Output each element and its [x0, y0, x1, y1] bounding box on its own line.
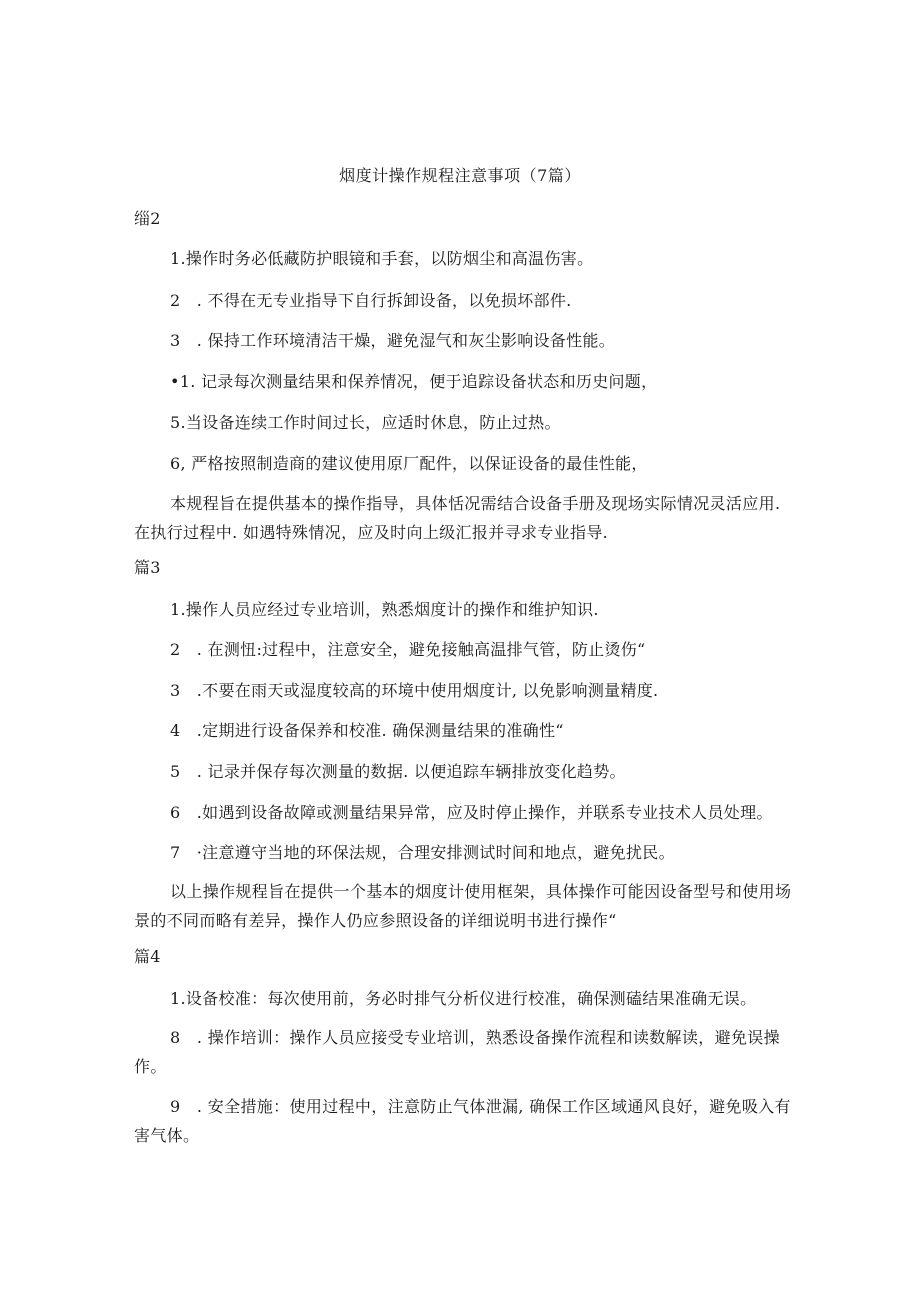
section-heading: 缁2: [134, 209, 161, 228]
list-item: 5 . 记录并保存每次测量的数据. 以便追踪车辆排放变化趋势。: [170, 762, 626, 781]
document-title: 烟度计操作规程注意事项（7篇）: [339, 166, 581, 185]
body-paragraph: 本规程旨在提供基本的操作指导，具体恬况需结合设备手册及现场实际情况灵活应用. 在执行过程中. 如遇特殊情况，应及时向上级汇报并寻求专业指导.: [134, 494, 781, 542]
list-item: 3 .不要在雨天或湿度较高的环境中使用烟度计, 以免影响测量精度.: [170, 681, 659, 700]
list-item: 3 . 保持工作环境清洁干燥，避免湿气和灰尘影响设备性能。: [170, 331, 616, 350]
list-item-wrapped: 9 . 安全措施：使用过程中，注意防止气体泄漏, 确保工作区域通风良好，避免吸入有害气体。: [134, 1097, 791, 1145]
list-item: 5.当设备连续工作时间过长，应适时休息，防止过热。: [170, 413, 561, 432]
list-item-wrapped: 8 . 操作培训：操作人员应接受专业培训，熟悉设备操作流程和读数解读，避免误操作。: [134, 1028, 781, 1076]
list-item: 1.操作人员应经过专业培训，熟悉烟度计的操作和维护知识.: [170, 600, 599, 619]
section-heading: 篇3: [134, 558, 161, 577]
list-item: 1.操作时务必低藏防护眼镜和手套，以防烟尘和高温伤害。: [170, 249, 594, 268]
list-item: 6, 严格按照制造商的建议使用原厂配件，以保证设备的最佳性能，: [170, 454, 648, 473]
section-heading: 篇4: [134, 947, 161, 966]
list-item: 4 .定期进行设备保养和校准. 确保测量结果的准确性“: [170, 721, 564, 740]
list-item: 6 .如遇到设备故障或测量结果异常，应及时停止操作，并联系专业技术人员处理。: [170, 803, 773, 822]
list-item: 7 ·注意遵守当地的环保法规，合理安排测试时间和地点，避免扰民。: [170, 843, 675, 862]
list-item: 2 . 不得在无专业指导下自行拆卸设备，以免损坏部件.: [170, 291, 572, 310]
body-paragraph: 以上操作规程旨在提供一个基本的烟度计使用框架，具体操作可能因设备型号和使用场景的不同而略有差异，操作人仍应参照设备的详细说明书进行操作“: [134, 882, 792, 930]
list-item: 2 . 在测忸:过程中，注意安全，避免接触高温排气管，防止烫伤“: [170, 640, 646, 659]
list-item: •1. 记录每次测量结果和保养情况，便于追踪设备状态和历史问题，: [170, 372, 658, 391]
list-item: 1.设备校准：每次使用前，务必时排气分析仪进行校准，确保测磕结果准确无误。: [170, 989, 757, 1008]
